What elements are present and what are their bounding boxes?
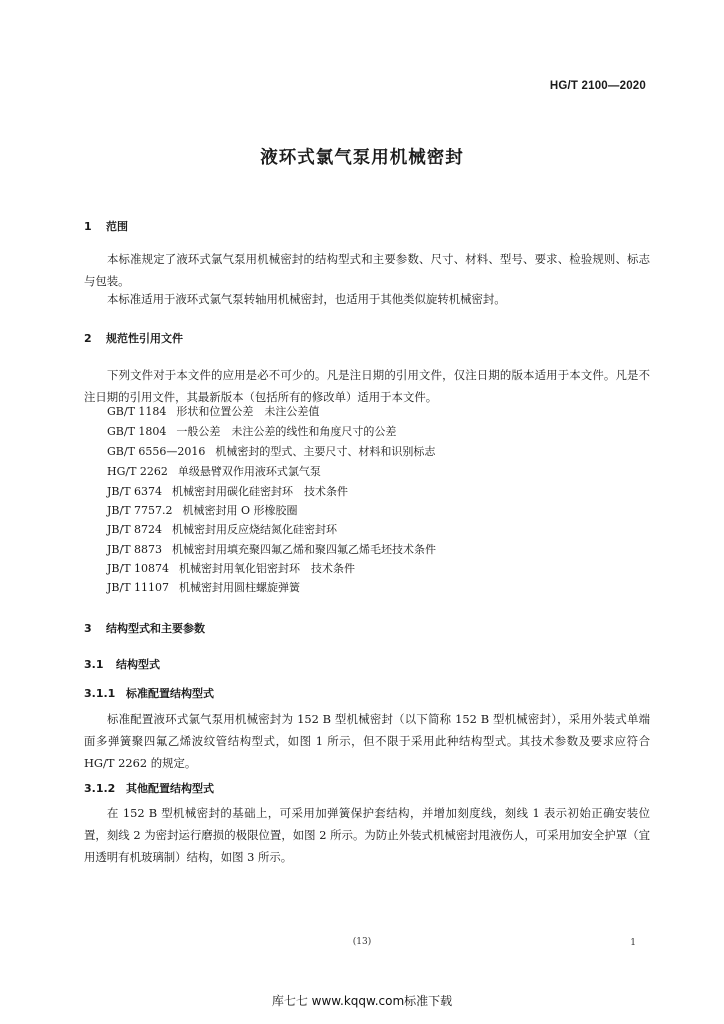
reference-item [107, 521, 337, 538]
reference-item [107, 541, 436, 558]
footer-page-label: (13) [352, 937, 372, 947]
section-1-paragraph-2: 本标准适用于液环式氯气泵转轴用机械密封，也适用于其他类似旋转机械密封。 [107, 292, 506, 306]
reference-title: 机械密封的型式、主要尺寸、材料和识别标志 [215, 445, 436, 458]
section-2-title: 规范性引用文件 [106, 332, 183, 345]
section-2-paragraph-1: 下列文件对于本文件的应用是必不可少的。凡是注日期的引用文件，仅注日期的版本适用于本文件。凡是不注日期的引用文件，其最新版本（包括所有的修改单）适用于本文件。 [84, 368, 650, 404]
section-3-title: 结构型式和主要参数 [106, 622, 205, 635]
reference-code: HG/T 2262 [107, 465, 168, 478]
reference-code: GB/T 1184 [107, 405, 167, 418]
reference-item [107, 483, 348, 500]
reference-item [107, 579, 300, 596]
reference-title: 机械密封用 O 形橡胶圈 [182, 504, 298, 517]
section-2-number: 2 [84, 332, 92, 345]
section-3-1-1-heading [84, 685, 214, 701]
reference-title: 机械密封用圆柱螺旋弹簧 [179, 581, 301, 594]
reference-item [107, 423, 396, 440]
section-3-1-title: 结构型式 [116, 658, 160, 671]
reference-code: JB/T 6374 [107, 485, 163, 498]
reference-title: 一般公差 未注公差的线性和角度尺寸的公差 [176, 425, 397, 438]
reference-item [107, 502, 298, 519]
reference-code: JB/T 11107 [107, 581, 170, 594]
document-title: 液环式氯气泵用机械密封 [260, 148, 464, 168]
reference-code: GB/T 1804 [107, 425, 167, 438]
section-3-1-1-number: 3.1.1 [84, 687, 116, 700]
reference-title: 机械密封用反应烧结氮化硅密封环 [172, 523, 338, 536]
section-1-heading [84, 218, 128, 234]
section-3-1-heading [84, 656, 160, 672]
section-1-title: 范围 [106, 220, 128, 233]
section-1-paragraph-1: 本标准规定了液环式氯气泵用机械密封的结构型式和主要参数、尺寸、材料、型号、要求、检验规则、标志与包装。 [84, 252, 650, 288]
reference-code: JB/T 10874 [107, 562, 170, 575]
reference-item [107, 463, 321, 480]
reference-item [107, 403, 319, 420]
standard-code: HG/T 2100—2020 [549, 80, 646, 92]
footer-page-number: 1 [630, 938, 636, 948]
section-3-1-2-title: 其他配置结构型式 [126, 782, 214, 795]
reference-title: 机械密封用碳化硅密封环 技术条件 [172, 485, 349, 498]
reference-title: 单级悬臂双作用液环式氯气泵 [177, 465, 321, 478]
reference-title: 机械密封用氧化铝密封环 技术条件 [179, 562, 356, 575]
reference-code: JB/T 8724 [107, 523, 163, 536]
reference-code: JB/T 7757.2 [107, 504, 173, 517]
reference-code: GB/T 6556—2016 [107, 445, 206, 458]
section-3-heading [84, 620, 205, 636]
watermark-link[interactable]: 库七七 www.kqqw.com标准下载 [271, 994, 453, 1008]
reference-title: 机械密封用填充聚四氟乙烯和聚四氟乙烯毛坯技术条件 [172, 543, 437, 556]
section-3-1-2-number: 3.1.2 [84, 782, 116, 795]
section-3-1-1-paragraph: 标准配置液环式氯气泵用机械密封为 152 B 型机械密封（以下简称 152 B 型机械密封），采用外装式单端面多弹簧聚四氟乙烯波纹管结构型式，如图 1 所示，但不限于采用此种结构型式。其技术参数及要求应符合 HG/T 2262 的规定。 [84, 712, 650, 770]
section-1-number: 1 [84, 220, 92, 233]
section-3-1-number: 3.1 [84, 658, 104, 671]
reference-item [107, 560, 355, 577]
section-3-1-2-paragraph: 在 152 B 型机械密封的基础上，可采用加弹簧保护套结构，并增加刻度线，刻线 1 表示初始正确安装位置，刻线 2 为密封运行磨损的极限位置，如图 2 所示。为防止外装式机械密封甩液伤人，可采用加安全护罩（宜用透明有机玻璃制）结构，如图 3 所示。 [84, 806, 650, 864]
section-3-number: 3 [84, 622, 92, 635]
reference-item [107, 443, 435, 460]
reference-code: JB/T 8873 [107, 543, 163, 556]
reference-title: 形状和位置公差 未注公差值 [176, 405, 320, 418]
section-3-1-2-heading [84, 780, 214, 796]
section-2-heading [84, 330, 183, 346]
section-3-1-1-title: 标准配置结构型式 [126, 687, 214, 700]
